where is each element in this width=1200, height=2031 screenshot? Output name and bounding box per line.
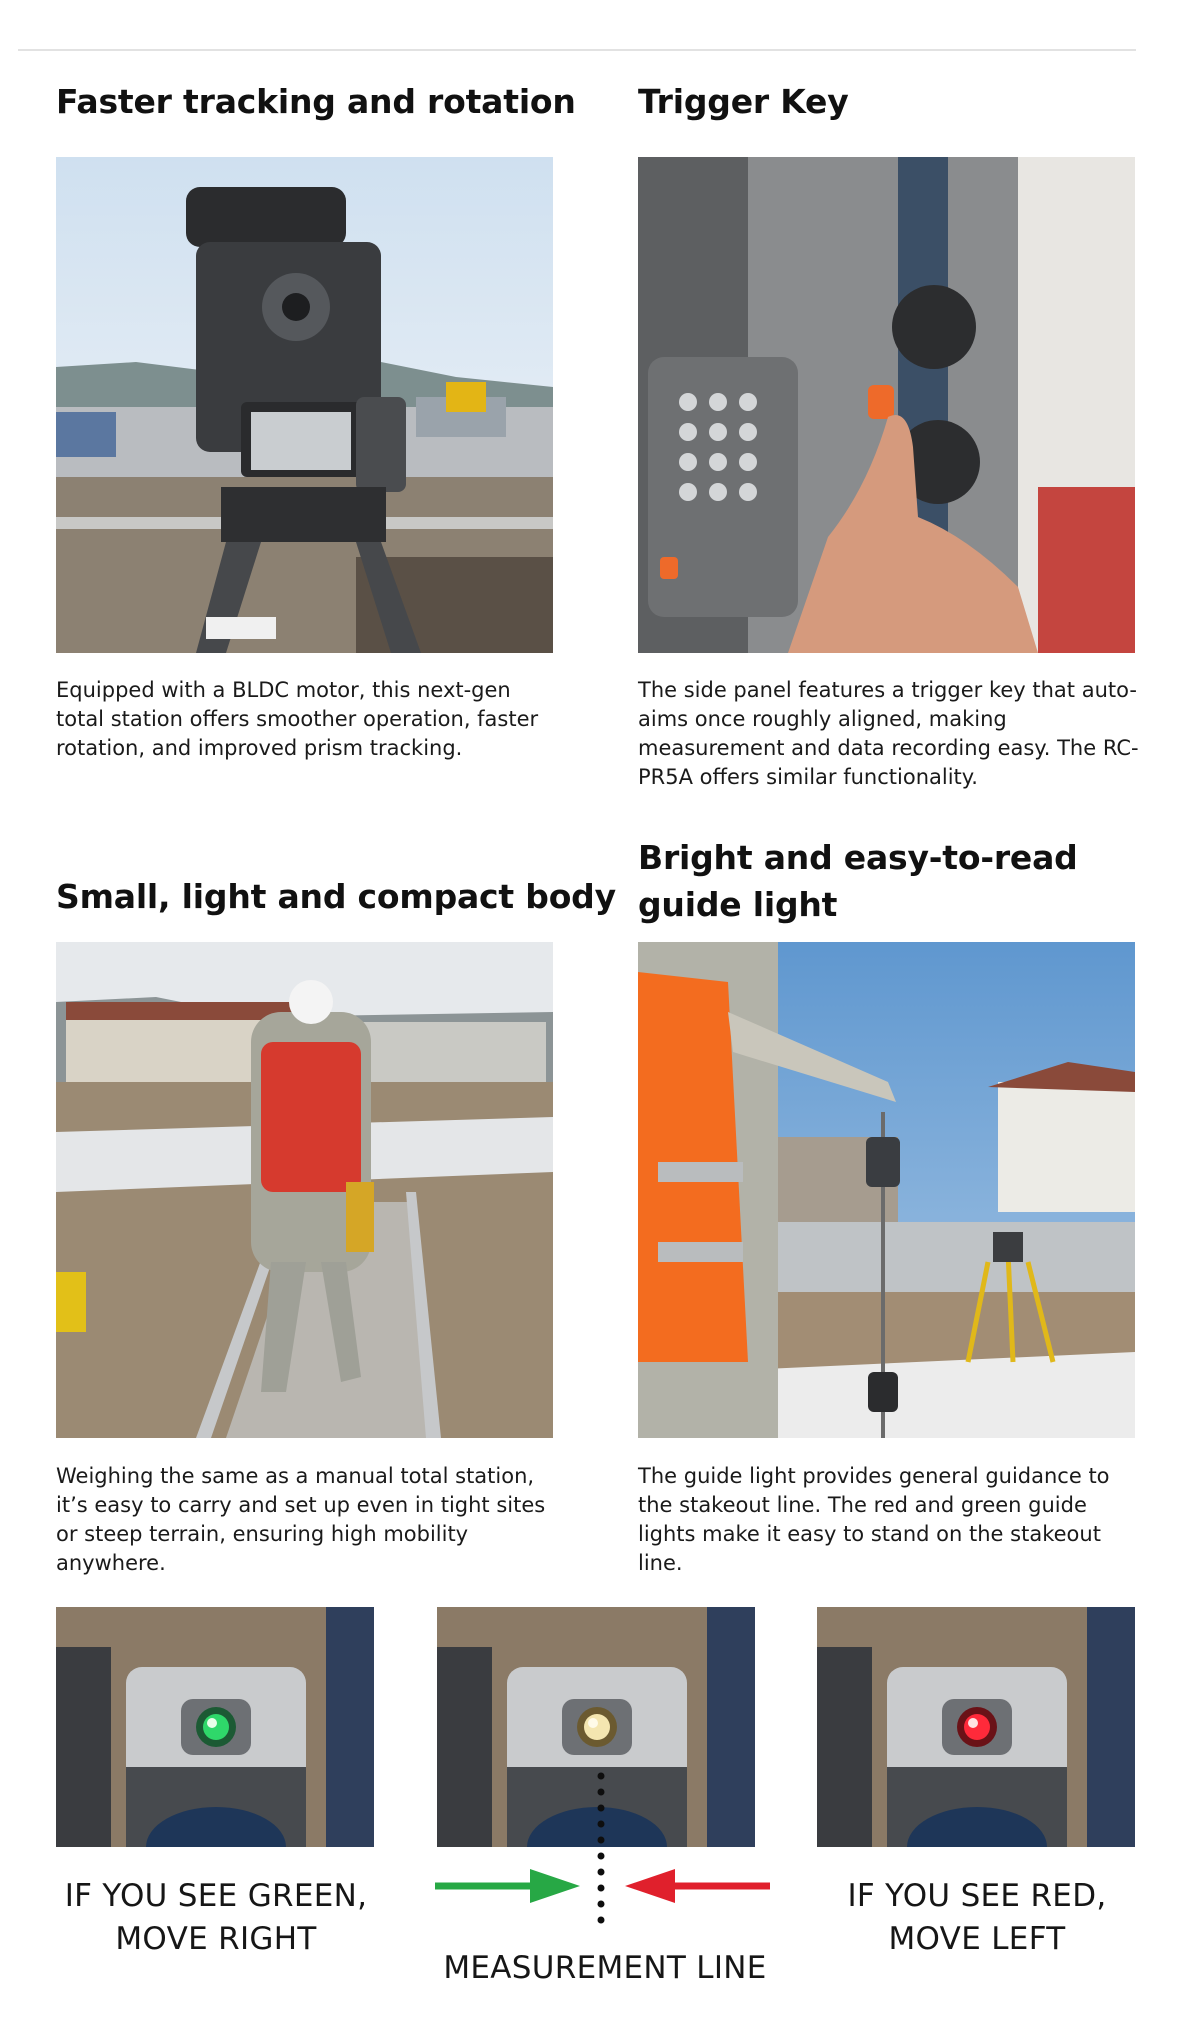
red-light-caption: IF YOU SEE RED, MOVE LEFT [847, 1878, 1107, 1957]
left-arrow-icon [625, 1869, 770, 1903]
section-title-compact: Small, light and compact body [56, 877, 616, 916]
trigger-key-photo [638, 157, 1135, 653]
section-body-trigger: The side panel features a trigger key that auto-aims once roughly aligned, making measurement and data recording easy. The RC-PR5A offers similar functionality. [638, 678, 1139, 789]
measurement-line-caption: MEASUREMENT LINE [443, 1950, 767, 1986]
section-title-guide-light: Bright and easy-to-read guide light [638, 838, 1078, 924]
guide-light-photo [638, 942, 1135, 1438]
section-title-trigger: Trigger Key [638, 82, 849, 121]
right-arrow-icon [435, 1869, 580, 1903]
top-divider [18, 49, 1136, 51]
section-title-tracking: Faster tracking and rotation [56, 82, 576, 121]
direction-arrows [430, 1855, 775, 1925]
green-light-photo [56, 1607, 374, 1847]
total-station-photo [56, 157, 553, 653]
green-light-caption: IF YOU SEE GREEN, MOVE RIGHT [64, 1878, 368, 1957]
red-light-photo [817, 1607, 1135, 1847]
section-body-compact: Weighing the same as a manual total station, it’s easy to carry and set up even in tight sites or steep terrain, ensuring high mobility anywhere. [56, 1464, 546, 1575]
section-body-guide-light: The guide light provides general guidance to the stakeout line. The red and green guide lights make it easy to stand on the stakeout line. [638, 1464, 1110, 1575]
worker-backpack-photo [56, 942, 553, 1438]
section-body-tracking: Equipped with a BLDC motor, this next-gen total station offers smoother operation, faster rotation, and improved prism tracking. [56, 678, 539, 760]
